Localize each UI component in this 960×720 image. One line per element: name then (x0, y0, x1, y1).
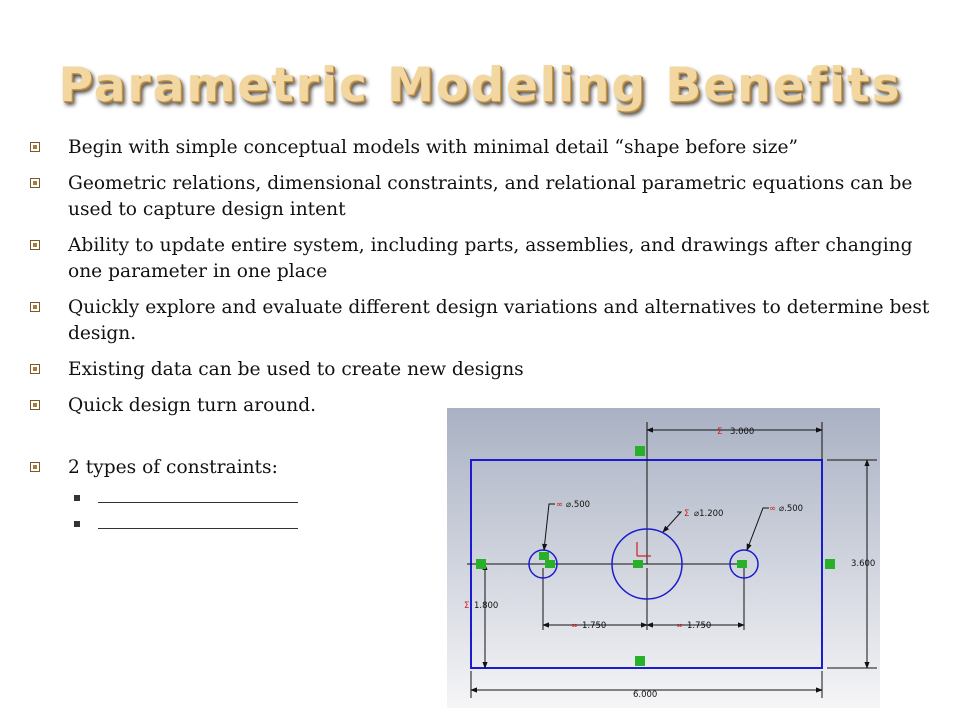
dim-mid-left-value: 1.750 (582, 621, 607, 631)
bullet-text: Begin with simple conceptual models with minimal detail “shape before size” (68, 137, 798, 158)
bullet-text: Existing data can be used to create new designs (68, 359, 524, 380)
bullet-marker-icon (30, 302, 40, 312)
relation-marker-icon (635, 656, 645, 666)
dia-left-value: ⌀.500 (566, 500, 591, 510)
dia-center-value: ⌀1.200 (694, 509, 724, 519)
relation-marker-icon (545, 560, 555, 568)
relation-marker-icon (476, 559, 486, 569)
relation-marker-icon (825, 559, 835, 569)
bullet-text: Ability to update entire system, including parts, assemblies, and drawings after changing one parameter in one place (68, 235, 913, 282)
bullet-marker-icon (30, 364, 40, 374)
bullet-text: Quick design turn around. (68, 395, 317, 416)
bullet-item (30, 295, 945, 347)
relation-marker-icon (633, 560, 643, 568)
relation-marker-icon (635, 446, 645, 456)
dim-mid-right-value: 1.750 (687, 621, 712, 631)
link-icon: ∞ (571, 621, 579, 631)
bullet-marker-icon (30, 400, 40, 410)
bullet-marker-icon (30, 178, 40, 188)
slide-title: Parametric Modeling Benefits (58, 58, 902, 113)
sub-bullet-marker-icon (74, 521, 80, 527)
dia-right-value: ⌀.500 (779, 504, 804, 514)
bullet-marker-icon (30, 142, 40, 152)
sigma-icon: Σ (464, 601, 470, 611)
sub-bullet-marker-icon (74, 495, 80, 501)
sigma-icon: Σ (684, 509, 690, 519)
relation-marker-icon (737, 560, 747, 568)
bullet-item (30, 233, 945, 285)
sigma-icon: Σ (717, 427, 723, 437)
fill-in-blank (98, 515, 298, 529)
bullet-item (30, 171, 945, 223)
relation-marker-icon (539, 552, 549, 560)
bullet-text: Geometric relations, dimensional constraints, and relational parametric equations can be used to capture design intent (68, 173, 913, 220)
bullet-text: Quickly explore and evaluate different design variations and alternatives to determine best design. (68, 297, 930, 344)
bullet-marker-icon (30, 240, 40, 250)
fill-in-blank (98, 489, 298, 503)
cad-sketch-image (447, 408, 880, 708)
dim-left-value: 1.800 (474, 601, 499, 611)
bullet-item (30, 135, 945, 161)
dim-top-value: 3.000 (730, 427, 755, 437)
link-icon: ∞ (556, 500, 564, 510)
bullet-marker-icon (30, 462, 40, 472)
link-icon: ∞ (769, 504, 777, 514)
dim-height-value: 3.600 (851, 559, 876, 569)
link-icon: ∞ (676, 621, 684, 631)
bullet-item (30, 357, 945, 383)
sketch-background (447, 408, 880, 708)
bullet-text: 2 types of constraints: (68, 457, 278, 478)
dim-bottom-value: 6.000 (633, 690, 658, 700)
